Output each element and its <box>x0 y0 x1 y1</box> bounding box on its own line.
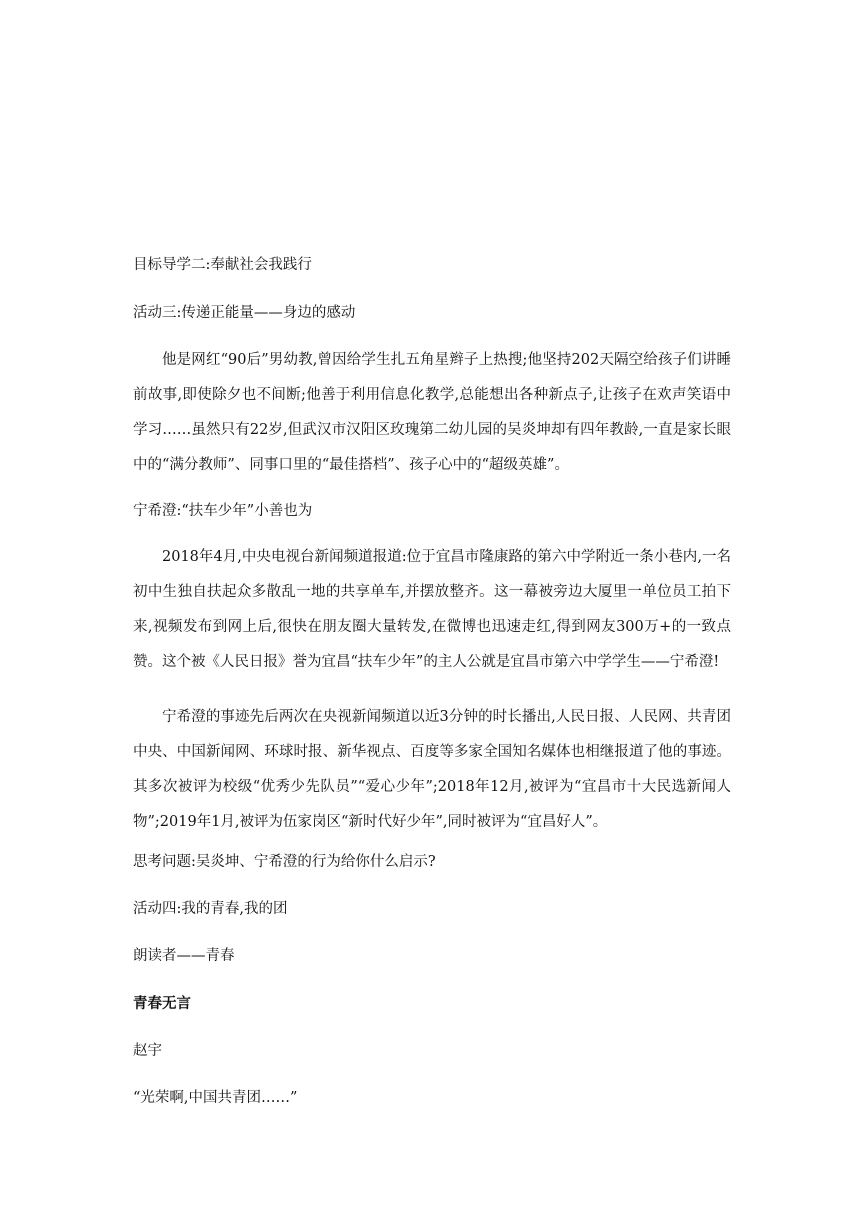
paragraph-ning-xicheng-report: 2018年4月,中央电视台新闻频道报道:位于宜昌市隆康路的第六中学附近一条小巷内,一名初中生独自扶起众多散乱一地的共享单车,并摆放整齐。这一幕被旁边大厦里一单位员工拍下来,视频发布到网上后,很快在朋友圈大量转发,在微博也迅速走红,得到网友300万+的一致点赞。这个被《人民日报》誉为宜昌“扶车少年”的主人公就是宜昌市第六中学学生——宁希澄! <box>133 549 731 670</box>
ning-xicheng-subtitle: 宁希澄:“扶车少年”小善也为 <box>133 503 313 519</box>
think-question: 思考问题:吴炎坤、宁希澄的行为给你什么启示? <box>133 854 436 870</box>
poem-title: 青春无言 <box>133 996 191 1012</box>
activity-four-title: 活动四:我的青春,我的团 <box>133 901 288 917</box>
poem-first-line: “光荣啊,中国共青团……” <box>133 1090 298 1106</box>
section-heading: 目标导学二:奉献社会我践行 <box>133 257 312 273</box>
paragraph-wu-yankun: 他是网红“90后”男幼教,曾因给学生扎五角星辫子上热搜;他坚持202天隔空给孩子们讲睡前故事,即使除夕也不间断;他善于利用信息化教学,总能想出各种新点子,让孩子在欢声笑语中学习……虽然只有22岁,但武汉市汉阳区玫瑰第二幼儿园的吴炎坤却有四年教龄,一直是家长眼中的“满分教师”、同事口里的“最佳搭档”、孩子心中的“超级英雄”。 <box>133 352 731 473</box>
reader-line: 朗读者——青春 <box>133 948 235 964</box>
poem-author: 赵宇 <box>133 1043 162 1059</box>
activity-three-title: 活动三:传递正能量——身边的感动 <box>133 305 356 321</box>
paragraph-ning-xicheng-honors: 宁希澄的事迹先后两次在央视新闻频道以近3分钟的时长播出,人民日报、人民网、共青团中央、中国新闻网、环球时报、新华视点、百度等多家全国知名媒体也相继报道了他的事迹。其多次被评为校级“优秀少先队员”“爱心少年”;2018年12月,被评为“宜昌市十大民选新闻人物”;2019年1月,被评为伍家岗区“新时代好少年”,同时被评为“宜昌好人”。 <box>133 709 731 830</box>
